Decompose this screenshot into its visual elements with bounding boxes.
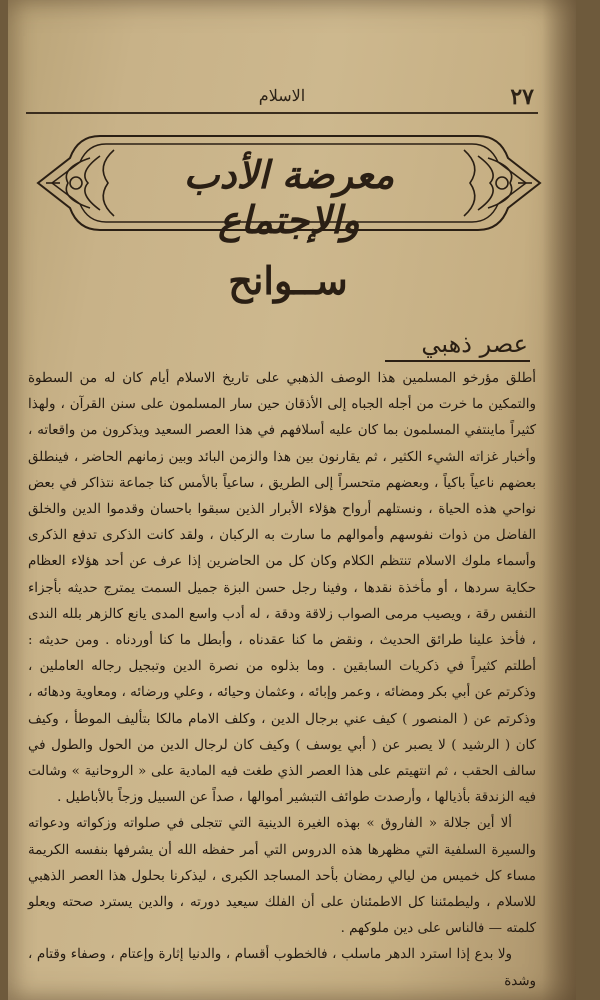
article-subtitle: عصر ذهبي xyxy=(421,330,528,358)
header-rule xyxy=(26,112,538,114)
section-title: ســوانح xyxy=(228,258,348,303)
paragraph-3: ولا بدع إذا استرد الدهر ماسلب ، فالخطوب أقسام ، والدنيا إثارة وإعتام ، وصفاء وقتام ، وشدة xyxy=(28,947,536,989)
paragraph-1: أطلق مؤرخو المسلمين هذا الوصف الذهبي على تاريخ الاسلام أيام كان له من السطوة والتمكين ما خرت من أجله الجباه إلى الأذقان حين سار المسلمون على سنن القرآن ، ولهذا كثيراً ماينتفي المسلمون بما كان عليه أسلافهم في هذا العصر السعيد ويذكرون من واقعاته ، وأخبار غزاته الشيء الكثير ، ثم يقارنون بين هذا والزمن البائد وبين زمانهم الحاضر ، فينطلق بعضهم ناعياً باكياً ، وبعضهم متحسراً إلى الطريق ، ساعياً بالأمس كنا جماعة نتذاكر في بعض نواحي هذه الحياة ، ونستلهم أرواح هؤلاء الأبرار الذين سبقوا باحسان وقدموا الدين والخلق الفاضل من ذوات نفوسهم وأموالهم ما سارت به الركبان ، ولقد كانت الذكرى تدفع الذكرى وأسماء ملوك الاسلام تنتظم الكلام وكان كل من الحاضرين إذا عرف عن أحد هؤلاء العظام حكاية سردها ، أو مأخذة نقدها ، وفينا رجل حسن البزة جميل السمت يمترج حديثه بأجزاء النفس رقة ، ويصيب مرمى الصواب زلاقة ودقة ، له أدب واسع المدى يانع كالزهر بلله الندى ، فأخذ علينا طرائق الحديث ، ونقض ما كنا عقدناه ، وأبطل ما كنا أوردناه . ومن حديثه : أطلتم كثيراً في ذكريات السابقين . وما بذلوه من نصرة الدين وتبجيل رجاله العاملين ، وذكرتم عن أبي بكر ومضائه ، وعمر وإبائه ، وعثمان وحيائه ، وعلي ورضائه ، ومعاوية ودهائه ، وذكرتم عن ( المنصور ) كيف عني برجال الدين ، وكلف الامام مالكا بتأليف الموطأ ، وكيف كان ( الرشيد ) لا يصبر عن ( أبي يوسف ) وكيف كان لرجال الدين من الحول والطول في سالف الحقب ، ثم انتهيتم على هذا العصر الذي طغت فيه المادية على « الروحانية » وشالت فيه الزندقة بأذيالها ، وأرصدت طوائف التبشير أموالها ، صداً عن السبيل وزجاً بالأباطيل . xyxy=(28,371,536,806)
book-page xyxy=(8,0,576,1000)
section-banner xyxy=(30,128,548,242)
banner-title: معرضة الأدب والإجتماع xyxy=(183,152,395,242)
left-arabesque-ornament xyxy=(46,150,114,216)
running-title: الاسلام xyxy=(258,86,306,105)
page-number: ٢٧ xyxy=(510,84,534,110)
running-head xyxy=(26,86,538,110)
right-arabesque-ornament xyxy=(464,150,532,216)
article-body xyxy=(28,366,536,995)
paragraph-2: ألا أين جلالة « الفاروق » بهذه الغيرة الدينية التي تتجلى في صلواته وزكواته ودعواته والسيرة السلفية التي مظهرها هذه الدروس التي أمر حفظه الله أن يشرفها بنفسه الكريمة مساء كل خميس من ليالي رمضان بأحد المساجد الكبرى ، ليذكرنا بحلول هذا العصر الذهبي للاسلام ، وليطمئننا كل الاطمئنان على أن الفلك سيعيد دورته ، والدين يسترد صحته ويعلو كلمته — فالناس على دين ملوكهم . xyxy=(28,816,536,937)
subtitle-underline xyxy=(385,360,530,362)
